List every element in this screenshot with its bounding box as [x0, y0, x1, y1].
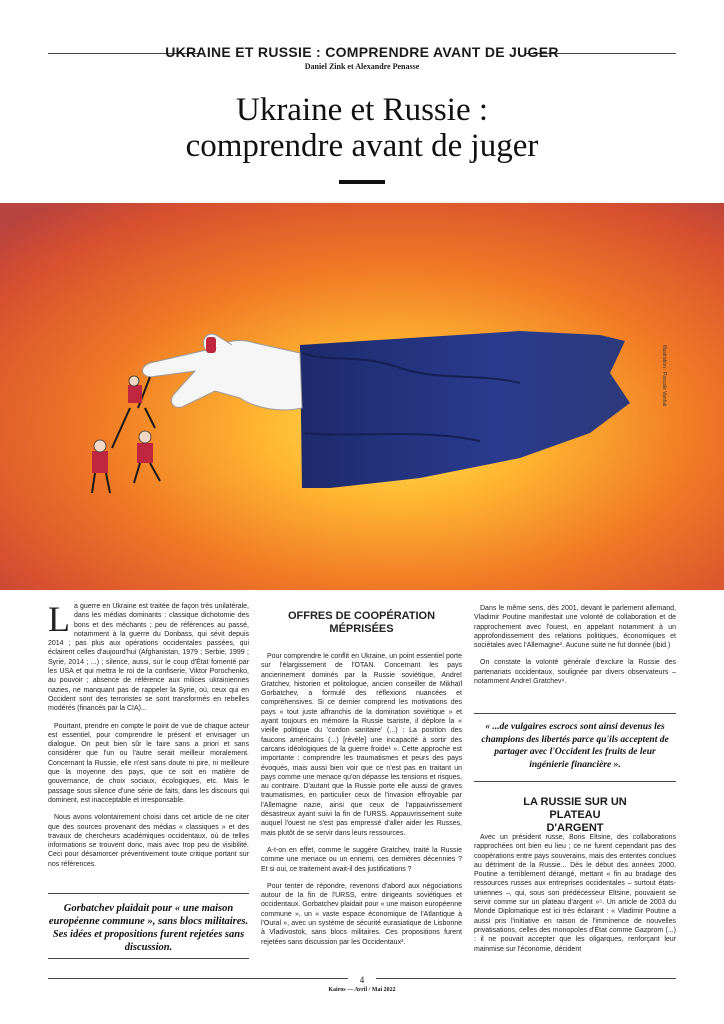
column-3	[474, 604, 676, 694]
illustration-credit: Illustration : Pascale Vanhal	[661, 345, 667, 407]
paragraph: Nous avons volontairement choisi dans cet article de ne citer que des sources provenant des médias « classiques » et des travaux de chercheurs académiques occidentaux, où de telles informations se trouvent donc, mais avec trop peu de visibilité. Ceci pour désamorcer préventivement toute critique portant sur nos références.	[48, 814, 249, 868]
column-3-continued	[474, 833, 676, 962]
article-title-line1: Ukraine et Russie :	[235, 92, 489, 128]
paragraph: Avec un président russe, Boris Eltsine, des collaborations rapprochées ont bien eu lieu ; ce ne furent cependant pas des coopérations entre pays souverains, mais des ententes conclues au détriment de la Russie... Dès le début des années 2000, Poutine a terriblement dérangé, mettant « fin au bradage des ressources russes aux entreprises occidentales – surtout états-uniennes –, qui, sous son prédécesseur Eltsine, pouvaient se servir comme sur un plateau d'argent »⁵. Un article de 2003 du Monde Diplomatique est ici très éclairant : « Vladimir Poutine a aussi pris l'initiative en raison de l'imminence de nouvelles privatisations, celles des monopoles d'État comme Gazprom (...) : il ne pouvait accepter que les oligarques, renforçant leur mainmise sur l'économie, décident	[474, 834, 676, 953]
pull-quote-left: Gorbatchev plaidait pour « une maison européenne commune », sans blocs militaires. Ses idées et propositions furent rejetées sans discussion.	[48, 903, 249, 953]
title-underline	[339, 180, 385, 184]
paragraph: Pourtant, prendre en compte le point de vue de chaque acteur est essentiel, pour comprendre le présent et envisager un dialogue. On peut bien sûr le faire sans a priori et sans considérer que l'un ou l'autre serait meilleur moralement. Concernant la Russie, elle n'est sans doute ni pire, ni meilleure que la moyenne des pays, que ce soit en matière de gouvernance, de choix sociaux, écologiques, etc. Mais le passage sous silence d'une série de faits, dans les discours qui dominent, est inacceptable et irresponsable.	[48, 722, 249, 804]
pull-quote-right: « ...de vulgaires escrocs sont ainsi devenus les champions des libertés parce qu'ils acceptent de partager avec l'Occident les fruits de leur ingénierie financière ».	[481, 722, 669, 770]
issue-info: Kairos — Avril / Mai 2022	[328, 987, 396, 993]
dropcap: L	[48, 599, 70, 639]
lead-paragraph	[48, 599, 249, 714]
paragraph: Dans le même sens, dès 2001, devant le parlement allemand, Vladimir Poutine manifestait une volonté de collaboration et de rapprochement avec l'ouest, en appelant notamment à un approfondissement des relations politiques, économiques et sociétales avec l'Allemagne³. Aucune suite ne fut donnée (ibid.)	[474, 605, 676, 650]
authors: Daniel Zink et Alexandre Penasse	[304, 62, 420, 71]
paragraph: Pour tenter de répondre, revenons d'abord aux négociations autour de la fin de l'URSS, entre dirigeants soviétiques et occidentaux. Gorbatchev plaidait pour « une maison européenne commune », un « vaste espace économique de l'Atlantique à l'Oural », avec un système de sécurité eurasiatique de Lisbonne à Vladivostok, sans blocs militaires. Ces propositions furent rejetées sans discussion par les Occidentaux².	[261, 882, 462, 946]
section-heading: LA RUSSIE SUR UN PLATEAU D'ARGENT	[523, 796, 627, 834]
quote-rule-top	[474, 713, 676, 714]
illustration	[0, 203, 724, 590]
paragraph: A-t-on en effet, comme le suggère Gratchev, traité la Russie comme une menace ou un ennemi, ces dernières décennies ? Et si oui, ce traitement avait-il des justifications ?	[261, 846, 462, 873]
running-title: UKRAINE ET RUSSIE : COMPRENDRE AVANT DE JUGER	[165, 44, 559, 60]
paragraph: Pour comprendre le conflit en Ukraine, un point essentiel porte sur l'élargissement de l'OTAN. Concernant les pays anciennement dominés par la Russie soviétique, Andreï Gratchev, historien et politologue, ancien conseiller de Mikhaïl Gorbatchev, a formulé des réflexions nuancées et compréhensives. Si ce dernier comprend les motivations des pays « tout juste affranchis de la domination soviétique » et ayant toujours en mémoire la Russie tsariste, il déplore la « vieille politique du 'cordon sanitaire' (...) : La position des faucons américains (...) [révèle] une incapacité à sortir des carcans idéologiques de la guerre froide¹ ». Cette approche est importante : comprendre les traumatismes et peurs des pays évoqués, mais aussi bien voir que ce n'est pas en traitant un pays comme une menace qu'on dépasse les tensions et risques, au contraire. D'autant que la Russie porte elle aussi de graves traumatismes, en particulier ceux de l'invasion effroyable par l'Allemagne nazie, ainsi que ceux de l'appauvrissement désastreux ayant suivi la fin de l'URSS. Appauvrissement suite auquel l'ouest ne s'est pas empressé d'aller aider les Russes, mais plutôt de se servir dans leurs ressources.	[261, 653, 462, 837]
paragraph: On constate la volonté générale d'exclure la Russie des partenariats occidentaux, soulignée par divers observateurs – notamment Andreï Gratchev⁴.	[474, 659, 676, 686]
article-title	[0, 92, 724, 164]
column-1	[48, 599, 249, 877]
quote-rule-bottom	[48, 958, 249, 959]
section-heading: OFFRES DE COOPÉRATION MÉPRISÉES	[287, 610, 436, 635]
quote-rule-top	[48, 893, 249, 894]
article-title-line2: comprendre avant de juger	[185, 128, 539, 164]
quote-rule-bottom	[474, 781, 676, 782]
small-figure-held	[206, 337, 216, 353]
page-number: 4	[359, 975, 365, 985]
lead-text: a guerre en Ukraine est traitée de façon très unilatérale, dans les médias dominants : classique dichotomie des bons et des méchants ; peu de références au passé, notamment à la guerre du Donbass, qui sévit depuis 2014 ; pas plus aux opérations occidentales passées, qui éclairent celles d'aujourd'hui (Afghanistan, 1979 ; Serbie, 1999 ; Syrie, 2014 ; ...) ; silence, aussi, sur le coup d'État fomenté par les USA et qui mettra le roi de la confiserie, Viktor Porochenko, au pouvoir ; absence de référence aux milices ukrainiennes nazies, ne manquant pas de rappeler la Syrie, où, ceux qui en Occident sont des terroristes se sont transformés en rebelles modérés (financés par la CIA)...	[48, 603, 249, 713]
illustration-drawing	[0, 203, 724, 590]
column-2	[261, 610, 462, 955]
